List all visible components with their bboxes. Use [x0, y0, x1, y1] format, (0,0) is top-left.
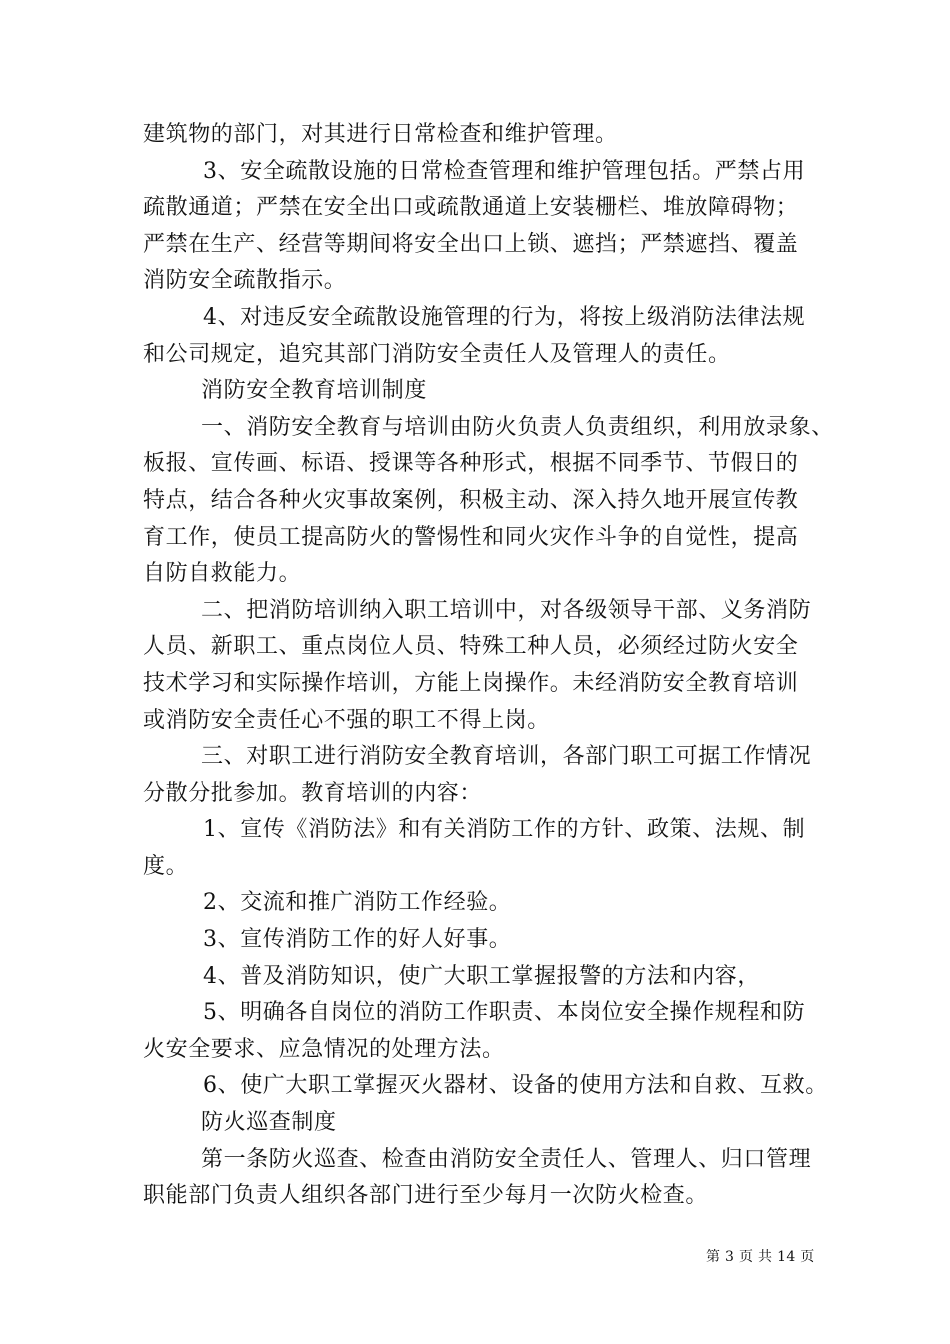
text-line: 人员、新职工、重点岗位人员、特殊工种人员，必须经过防火安全 [143, 634, 799, 660]
text-line: 1、宣传《消防法》和有关消防工作的方针、政策、法规、制 [203, 817, 806, 843]
text-line: 2、交流和推广消防工作经验。 [203, 890, 512, 916]
text-line: 6、使广大职工掌握灭火器材、设备的使用方法和自救、互救。 [203, 1073, 828, 1099]
text-line: 自防自救能力。 [143, 561, 302, 587]
text-line: 建筑物的部门，对其进行日常检查和维护管理。 [143, 122, 618, 147]
text-line: 特点，结合各种火灾事故案例，积极主动、深入持久地开展宣传教 [143, 487, 799, 513]
section-heading: 消防安全教育培训制度 [201, 378, 428, 404]
text-line: 三、对职工进行消防安全教育培训，各部门职工可据工作情况 [201, 744, 812, 770]
text-line: 一、消防安全教育与培训由防火负责人负责组织，利用放录象、 [201, 414, 834, 440]
text-line: 和公司规定，追究其部门消防安全责任人及管理人的责任。 [143, 341, 731, 367]
text-line: 4、对违反安全疏散设施管理的行为，将按上级消防法律法规 [203, 304, 806, 330]
text-line: 第一条防火巡查、检查由消防安全责任人、管理人、归口管理 [201, 1146, 812, 1172]
text-line: 3、安全疏散设施的日常检查管理和维护管理包括。严禁占用 [203, 158, 806, 184]
text-line: 5、明确各自岗位的消防工作职责、本岗位安全操作规程和防 [203, 1000, 806, 1026]
section-heading: 防火巡查制度 [201, 1110, 337, 1136]
text-line: 度。 [143, 853, 189, 879]
text-line: 二、把消防培训纳入职工培训中，对各级领导干部、义务消防 [201, 597, 812, 623]
text-line: 3、宣传消防工作的好人好事。 [203, 927, 512, 953]
text-line: 板报、宣传画、标语、授课等各种形式，根据不同季节、节假日的 [143, 451, 799, 477]
text-line: 疏散通道；严禁在安全出口或疏散通道上安装栅栏、堆放障碍物； [143, 195, 799, 221]
text-line: 分散分批参加。教育培训的内容： [143, 780, 483, 806]
text-line: 育工作，使员工提高防火的警惕性和同火灾作斗争的自觉性，提高 [143, 524, 799, 550]
page-number: 第 3 页 共 14 页 [706, 1249, 815, 1265]
document-body [143, 117, 834, 1215]
text-line: 火安全要求、应急情况的处理方法。 [143, 1036, 505, 1062]
text-line: 4、普及消防知识，使广大职工掌握报警的方法和内容， [203, 963, 760, 989]
text-line: 或消防安全责任心不强的职工不得上岗。 [143, 707, 550, 733]
text-line: 严禁在生产、经营等期间将安全出口上锁、遮挡；严禁遮挡、覆盖 [143, 231, 799, 257]
text-line: 职能部门负责人组织各部门进行至少每月一次防火检查。 [143, 1183, 709, 1209]
text-line: 技术学习和实际操作培训，方能上岗操作。未经消防安全教育培训 [143, 670, 799, 696]
text-line: 消防安全疏散指示。 [143, 268, 347, 294]
